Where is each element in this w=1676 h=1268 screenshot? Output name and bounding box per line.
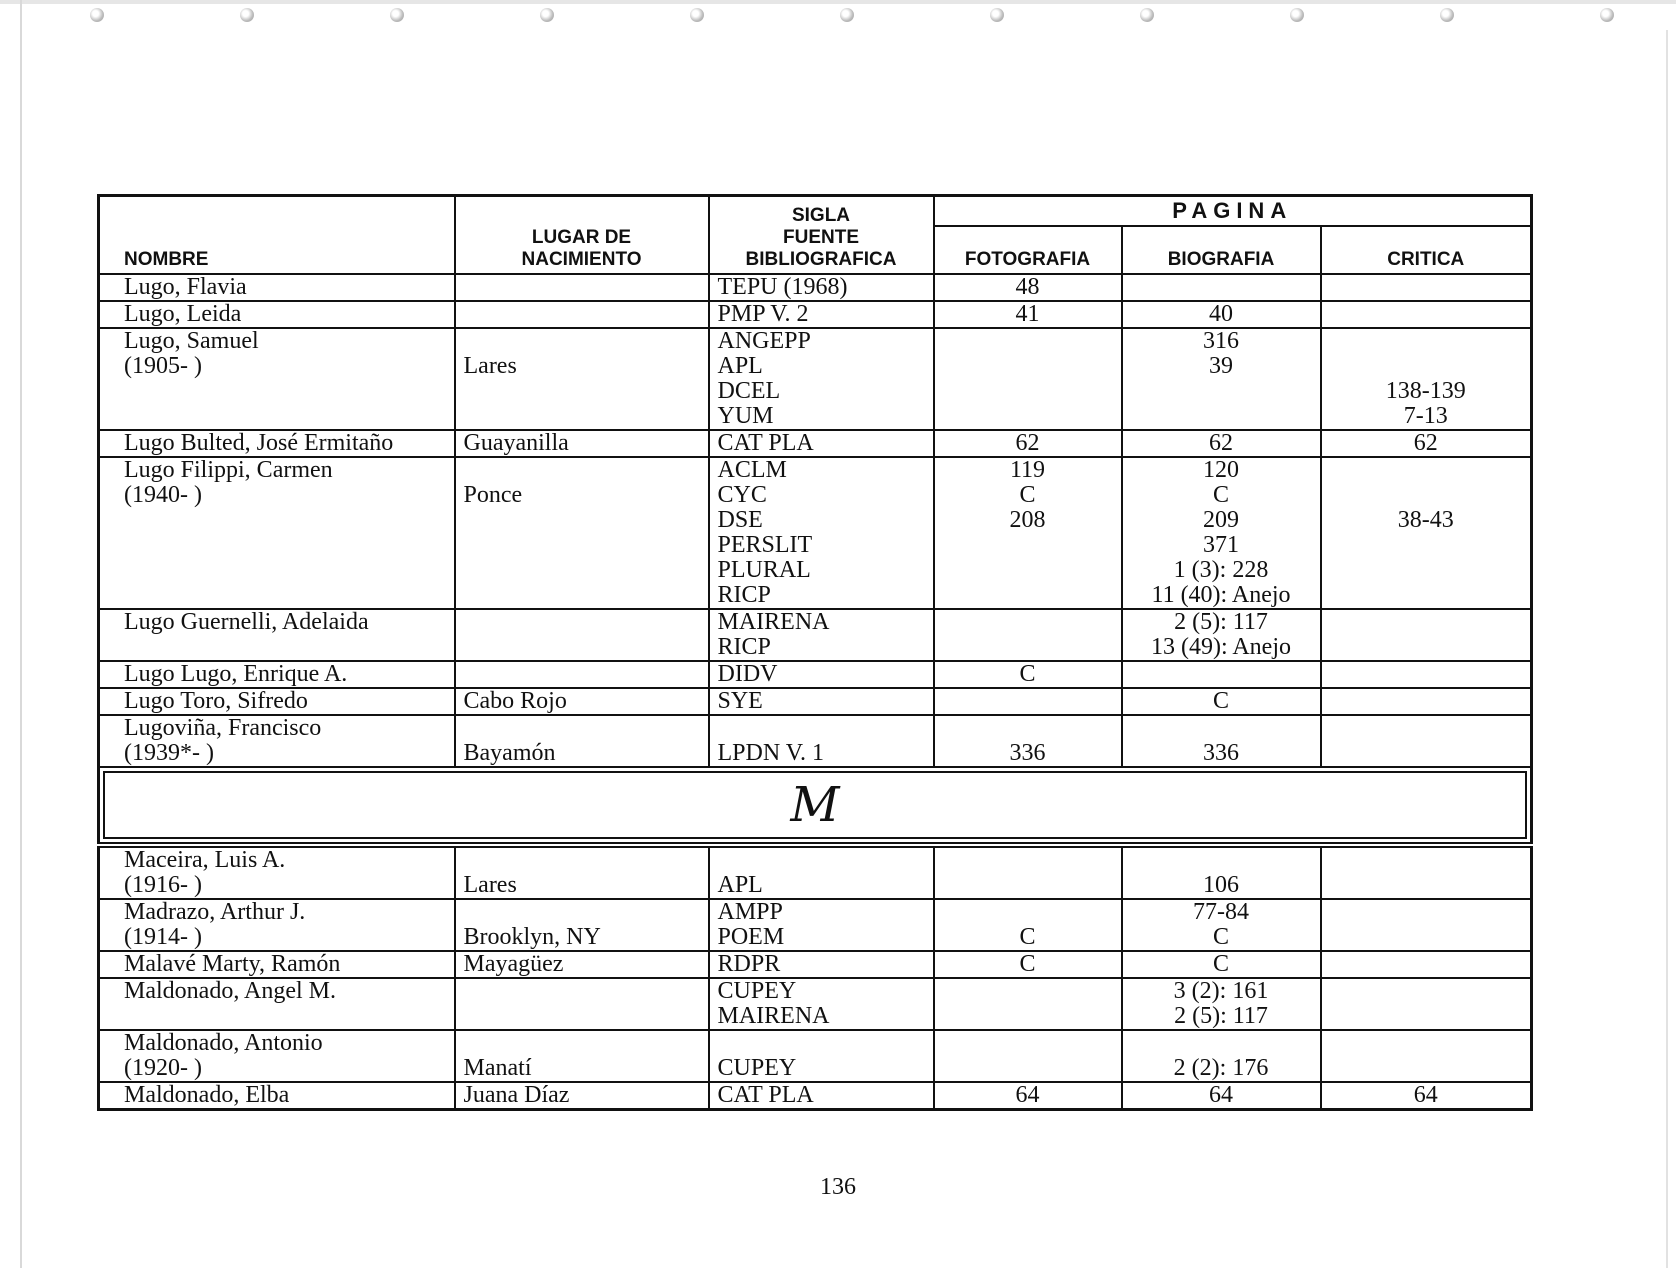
section-letter: M <box>790 776 840 833</box>
biografia-cell <box>1122 1082 1321 1110</box>
header-biografia: BIOGRAFIA <box>1122 226 1321 274</box>
cell-line: 40 <box>1209 300 1233 327</box>
fotografia-cell <box>934 328 1122 430</box>
cell-line: ACLM <box>717 456 787 483</box>
table-row <box>99 715 1532 767</box>
biografia-cell <box>1122 899 1321 951</box>
cell-line: Manatí <box>463 1054 532 1081</box>
critica-cell <box>1321 845 1532 899</box>
cell-line: CUPEY <box>717 977 797 1004</box>
critica-cell <box>1321 274 1532 301</box>
table-row <box>99 274 1532 301</box>
cell-line <box>935 689 1121 714</box>
cell-line <box>935 558 1121 583</box>
binder-hole-icon <box>1290 8 1304 22</box>
source-cell <box>709 899 934 951</box>
cell-line <box>710 1031 933 1056</box>
cell-line: C <box>1019 923 1036 950</box>
cell-line: Lugo Bulted, José Ermitaño <box>124 429 394 456</box>
cell-line: Mayagüez <box>463 950 564 977</box>
name-cell <box>99 899 455 951</box>
section-divider-row <box>99 767 1532 845</box>
table-row <box>99 430 1532 457</box>
binder-hole-icon <box>690 8 704 22</box>
cell-line <box>1322 952 1531 977</box>
cell-line: Lugo, Flavia <box>124 273 247 300</box>
critica-cell <box>1321 430 1532 457</box>
cell-line <box>456 275 708 300</box>
place-cell <box>455 715 709 767</box>
cell-line: CAT PLA <box>717 429 814 456</box>
place-cell <box>455 661 709 688</box>
source-cell <box>709 978 934 1030</box>
cell-line <box>1322 558 1531 583</box>
page-number: 136 <box>820 1174 856 1200</box>
header-pagina: PAGINA <box>934 196 1532 226</box>
cell-line <box>935 379 1121 404</box>
cell-line: Maldonado, Antonio <box>124 1029 323 1056</box>
cell-line <box>935 716 1121 741</box>
cell-line <box>1322 483 1531 508</box>
cell-line <box>1123 379 1320 404</box>
cell-line: 64 <box>1209 1081 1233 1108</box>
cell-line: ANGEPP <box>717 327 811 354</box>
fotografia-cell <box>934 609 1122 661</box>
biografia-cell <box>1122 301 1321 328</box>
fotografia-cell <box>934 1082 1122 1110</box>
binder-hole-icon <box>990 8 1004 22</box>
biografia-cell <box>1122 609 1321 661</box>
source-cell <box>709 301 934 328</box>
cell-line: Lares <box>463 871 517 898</box>
cell-line <box>935 873 1121 898</box>
place-cell <box>455 328 709 430</box>
cell-line: 2 (2): 176 <box>1173 1054 1269 1081</box>
cell-line: 2 (5): 117 <box>1174 1002 1268 1029</box>
cell-line: (1940- ) <box>124 481 202 508</box>
fotografia-cell <box>934 951 1122 978</box>
cell-line: TEPU (1968) <box>717 273 848 300</box>
cell-line <box>935 979 1121 1004</box>
cell-line: C <box>1212 923 1229 950</box>
name-cell <box>99 845 455 899</box>
place-cell <box>455 845 709 899</box>
cell-line: C <box>1019 950 1036 977</box>
cell-line: 62 <box>1413 429 1438 456</box>
cell-line: DCEL <box>717 377 781 404</box>
page-left-edge <box>20 0 22 1268</box>
cell-line: (1920- ) <box>124 1054 202 1081</box>
source-cell <box>709 457 934 609</box>
cell-line <box>456 848 708 873</box>
cell-line: CYC <box>717 481 767 508</box>
source-cell <box>709 1082 934 1110</box>
cell-line <box>935 635 1121 660</box>
cell-line <box>935 848 1121 873</box>
name-cell <box>99 301 455 328</box>
cell-line: SYE <box>717 687 763 714</box>
cell-line: CAT PLA <box>717 1081 814 1108</box>
cell-line: 41 <box>1015 300 1040 327</box>
name-cell <box>99 457 455 609</box>
source-cell <box>709 715 934 767</box>
cell-line: CUPEY <box>717 1054 797 1081</box>
binder-hole-icon <box>1600 8 1614 22</box>
cell-line <box>1322 458 1531 483</box>
biografia-cell <box>1122 661 1321 688</box>
cell-line <box>935 610 1121 635</box>
cell-line <box>456 1031 708 1056</box>
cell-line <box>456 610 708 635</box>
cell-line: Lugo, Samuel <box>124 327 259 354</box>
name-cell <box>99 978 455 1030</box>
critica-cell <box>1321 715 1532 767</box>
place-cell <box>455 430 709 457</box>
fotografia-cell <box>934 301 1122 328</box>
fotografia-cell <box>934 715 1122 767</box>
header-lugar: LUGAR DE NACIMIENTO <box>455 196 709 274</box>
cell-line <box>935 329 1121 354</box>
cell-line <box>456 329 708 354</box>
table-row <box>99 978 1532 1030</box>
cell-line: Lares <box>463 352 517 379</box>
cell-line: 336 <box>1203 739 1239 766</box>
name-cell <box>99 274 455 301</box>
cell-line: 336 <box>1009 739 1046 766</box>
header-sigla: SIGLA FUENTE BIBLIOGRAFICA <box>709 196 934 274</box>
name-cell <box>99 688 455 715</box>
name-cell <box>99 430 455 457</box>
cell-line <box>456 662 708 687</box>
cell-line: Lugo Guernelli, Adelaida <box>124 608 369 635</box>
table-row <box>99 845 1532 899</box>
binder-hole-icon <box>240 8 254 22</box>
cell-line <box>1123 404 1320 429</box>
cell-line: C <box>1212 950 1229 977</box>
place-cell <box>455 609 709 661</box>
cell-line <box>710 848 933 873</box>
source-cell <box>709 951 934 978</box>
binder-hole-icon <box>840 8 854 22</box>
place-cell <box>455 688 709 715</box>
binder-hole-icon <box>1440 8 1454 22</box>
fotografia-cell <box>934 899 1122 951</box>
critica-cell <box>1321 899 1532 951</box>
source-cell <box>709 328 934 430</box>
cell-line: 3 (2): 161 <box>1173 977 1269 1004</box>
name-cell <box>99 609 455 661</box>
cell-line: 208 <box>1009 506 1046 533</box>
critica-cell <box>1321 951 1532 978</box>
cell-line: Juana Díaz <box>463 1081 570 1108</box>
critica-cell <box>1321 688 1532 715</box>
header-fotografia: FOTOGRAFIA <box>934 226 1122 274</box>
fotografia-cell <box>934 1030 1122 1082</box>
critica-cell <box>1321 1082 1532 1110</box>
source-cell <box>709 661 934 688</box>
fotografia-cell <box>934 430 1122 457</box>
cell-line: 38-43 <box>1397 506 1454 533</box>
section-divider-cell <box>99 767 1532 845</box>
cell-line: 2 (5): 117 <box>1174 608 1268 635</box>
place-cell <box>455 457 709 609</box>
place-cell <box>455 1030 709 1082</box>
name-cell <box>99 661 455 688</box>
critica-cell <box>1321 609 1532 661</box>
cell-line: APL <box>717 871 763 898</box>
cell-line: Lugo, Leida <box>124 300 242 327</box>
cell-line <box>935 1004 1121 1029</box>
biografia-cell <box>1122 715 1321 767</box>
cell-line <box>1123 662 1320 687</box>
table-row <box>99 457 1532 609</box>
cell-line: C <box>1019 481 1036 508</box>
place-cell <box>455 951 709 978</box>
cell-line <box>1322 1031 1531 1056</box>
cell-line: Maceira, Luis A. <box>124 846 286 873</box>
cell-line: C <box>1019 660 1036 687</box>
critica-cell <box>1321 328 1532 430</box>
name-cell <box>99 328 455 430</box>
table-row <box>99 328 1532 430</box>
place-cell <box>455 899 709 951</box>
cell-line <box>1322 610 1531 635</box>
cell-line <box>1322 900 1531 925</box>
cell-line: LPDN V. 1 <box>717 739 824 766</box>
cell-line: 209 <box>1203 506 1239 533</box>
cell-line <box>1123 716 1320 741</box>
cell-line: 62 <box>1015 429 1040 456</box>
cell-line: AMPP <box>717 898 783 925</box>
critica-cell <box>1321 457 1532 609</box>
biografia-cell <box>1122 1030 1321 1082</box>
name-cell <box>99 715 455 767</box>
cell-line <box>1322 533 1531 558</box>
cell-line: 1 (3): 228 <box>1173 556 1269 583</box>
cell-line <box>710 716 933 741</box>
cell-line: Madrazo, Arthur J. <box>124 898 306 925</box>
cell-line <box>1322 1004 1531 1029</box>
cell-line <box>935 533 1121 558</box>
cell-line <box>935 583 1121 608</box>
binder-hole-icon <box>390 8 404 22</box>
cell-line: 7-13 <box>1403 402 1448 429</box>
cell-line: Maldonado, Elba <box>124 1081 290 1108</box>
cell-line <box>1322 741 1531 766</box>
biografia-cell <box>1122 978 1321 1030</box>
cell-line <box>935 1056 1121 1081</box>
cell-line: PERSLIT <box>717 531 813 558</box>
cell-line <box>1123 275 1320 300</box>
cell-line <box>1322 329 1531 354</box>
cell-line <box>935 900 1121 925</box>
cell-line: MAIRENA <box>717 608 830 635</box>
biografia-cell <box>1122 845 1321 899</box>
page-top-edge <box>0 0 1676 4</box>
table-header <box>99 196 1532 274</box>
cell-line: Lugo Toro, Sifredo <box>124 687 308 714</box>
cell-line: Malavé Marty, Ramón <box>124 950 341 977</box>
biografia-cell <box>1122 688 1321 715</box>
place-cell <box>455 274 709 301</box>
fotografia-cell <box>934 688 1122 715</box>
cell-line <box>1322 925 1531 950</box>
section-box <box>103 771 1527 839</box>
biografia-cell <box>1122 274 1321 301</box>
cell-line <box>1322 275 1531 300</box>
cell-line: POEM <box>717 923 785 950</box>
cell-line: 106 <box>1203 871 1239 898</box>
cell-line: 64 <box>1015 1081 1040 1108</box>
critica-cell <box>1321 978 1532 1030</box>
cell-line: 48 <box>1015 273 1040 300</box>
cell-line: Ponce <box>463 481 523 508</box>
table-row <box>99 609 1532 661</box>
cell-line: APL <box>717 352 763 379</box>
cell-line: DIDV <box>717 660 778 687</box>
fotografia-cell <box>934 661 1122 688</box>
header-nombre: NOMBRE <box>99 196 455 274</box>
biografia-cell <box>1122 328 1321 430</box>
cell-line: MAIRENA <box>717 1002 830 1029</box>
cell-line <box>456 900 708 925</box>
cell-line: 120 <box>1203 456 1239 483</box>
source-cell <box>709 430 934 457</box>
table-row <box>99 661 1532 688</box>
cell-line <box>456 458 708 483</box>
cell-line: RDPR <box>717 950 781 977</box>
cell-line <box>1123 1031 1320 1056</box>
critica-cell <box>1321 301 1532 328</box>
cell-line: 138-139 <box>1385 377 1466 404</box>
cell-line: C <box>1212 687 1229 714</box>
binder-hole-icon <box>1140 8 1154 22</box>
page-right-edge <box>1666 30 1668 1268</box>
cell-line <box>1322 354 1531 379</box>
cell-line: 119 <box>1009 456 1046 483</box>
cell-line: 11 (40): Anejo <box>1151 581 1291 608</box>
fotografia-cell <box>934 978 1122 1030</box>
fotografia-cell <box>934 274 1122 301</box>
cell-line <box>1322 979 1531 1004</box>
cell-line <box>456 302 708 327</box>
cell-line <box>456 716 708 741</box>
cell-line: Lugo Filippi, Carmen <box>124 456 333 483</box>
cell-line: Bayamón <box>463 739 556 766</box>
cell-line <box>935 1031 1121 1056</box>
cell-line <box>1123 848 1320 873</box>
source-cell <box>709 609 934 661</box>
table-row <box>99 899 1532 951</box>
bibliography-table-container <box>97 194 1530 1111</box>
name-cell <box>99 1030 455 1082</box>
cell-line <box>935 404 1121 429</box>
place-cell <box>455 978 709 1030</box>
cell-line: YUM <box>717 402 774 429</box>
cell-line <box>1322 302 1531 327</box>
cell-line: (1916- ) <box>124 871 202 898</box>
biografia-cell <box>1122 951 1321 978</box>
name-cell <box>99 1082 455 1110</box>
cell-line: Cabo Rojo <box>463 687 567 714</box>
cell-line <box>1322 716 1531 741</box>
cell-line: Maldonado, Angel M. <box>124 977 336 1004</box>
table-row <box>99 301 1532 328</box>
cell-line: Brooklyn, NY <box>463 923 601 950</box>
cell-line: C <box>1212 481 1229 508</box>
cell-line: PMP V. 2 <box>717 300 809 327</box>
cell-line <box>1322 662 1531 687</box>
table-row <box>99 688 1532 715</box>
cell-line: RICP <box>717 633 771 660</box>
biografia-cell <box>1122 457 1321 609</box>
cell-line <box>1322 583 1531 608</box>
cell-line: RICP <box>717 581 771 608</box>
fotografia-cell <box>934 845 1122 899</box>
table-row <box>99 1082 1532 1110</box>
binder-hole-icon <box>540 8 554 22</box>
cell-line: DSE <box>717 506 763 533</box>
cell-line <box>1322 689 1531 714</box>
table-body <box>99 274 1532 1110</box>
cell-line: Guayanilla <box>463 429 569 456</box>
fotografia-cell <box>934 457 1122 609</box>
cell-line: Lugoviña, Francisco <box>124 714 322 741</box>
source-cell <box>709 688 934 715</box>
cell-line <box>1322 1056 1531 1081</box>
cell-line <box>935 354 1121 379</box>
biografia-cell <box>1122 430 1321 457</box>
cell-line: (1939*- ) <box>124 739 214 766</box>
cell-line <box>1322 848 1531 873</box>
cell-line: 77-84 <box>1193 898 1249 925</box>
name-cell <box>99 951 455 978</box>
bibliography-table <box>97 194 1533 1111</box>
cell-line: (1905- ) <box>124 352 202 379</box>
table-row <box>99 1030 1532 1082</box>
cell-line <box>1322 873 1531 898</box>
binder-hole-icon <box>90 8 104 22</box>
cell-line: 62 <box>1209 429 1233 456</box>
cell-line: 64 <box>1413 1081 1438 1108</box>
cell-line: 39 <box>1209 352 1233 379</box>
cell-line: PLURAL <box>717 556 811 583</box>
table-row <box>99 951 1532 978</box>
place-cell <box>455 301 709 328</box>
cell-line: 371 <box>1203 531 1239 558</box>
critica-cell <box>1321 1030 1532 1082</box>
critica-cell <box>1321 661 1532 688</box>
cell-line: 13 (49): Anejo <box>1151 633 1291 660</box>
cell-line: Lugo Lugo, Enrique A. <box>124 660 348 687</box>
cell-line <box>1322 635 1531 660</box>
source-cell <box>709 274 934 301</box>
source-cell <box>709 845 934 899</box>
source-cell <box>709 1030 934 1082</box>
place-cell <box>455 1082 709 1110</box>
cell-line: (1914- ) <box>124 923 202 950</box>
cell-line: 316 <box>1203 327 1239 354</box>
header-critica: CRITICA <box>1321 226 1532 274</box>
cell-line <box>456 979 708 1004</box>
